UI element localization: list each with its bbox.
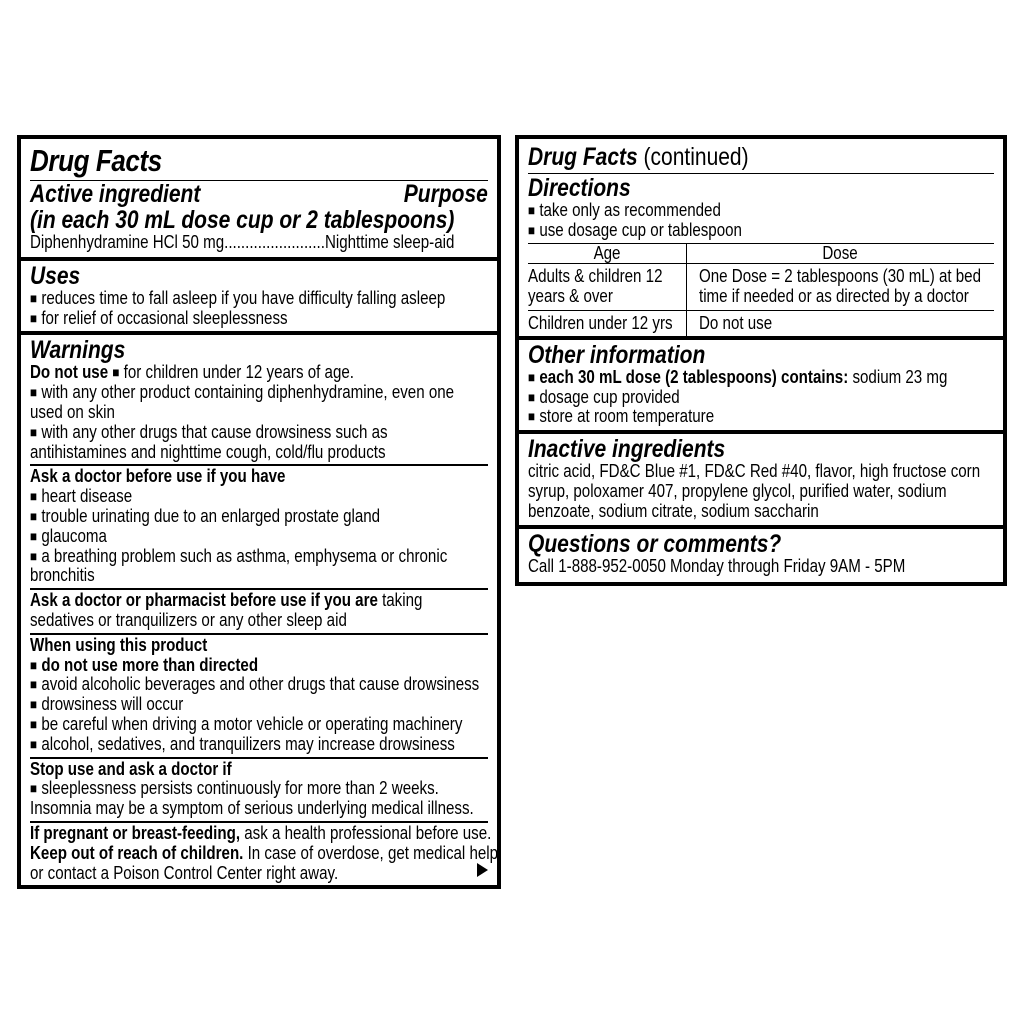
- when-using-item: ■ do not use more than directed: [30, 654, 259, 675]
- ask-doctor-item: ■ trouble urinating due to an enlarged prostate gland: [30, 505, 381, 526]
- dose-column-header: Dose: [822, 242, 859, 263]
- divider: [21, 331, 497, 335]
- directions-section: [528, 175, 919, 241]
- ask-pharmacist-text: sedatives or tranquilizers or any other sleep aid: [30, 609, 347, 630]
- uses-heading: Uses: [30, 261, 81, 290]
- uses-item: ■ reduces time to fall asleep if you have difficulty falling asleep: [30, 287, 446, 308]
- directions-item: ■ use dosage cup or tablespoon: [528, 219, 742, 240]
- square-bullet-icon: ■: [30, 676, 38, 693]
- questions-heading: Questions or comments?: [528, 529, 782, 558]
- questions-phone-text: Call 1-888-952-0050 Monday through Friday 9AM - 5PM: [528, 555, 906, 576]
- square-bullet-icon: ■: [30, 309, 38, 326]
- active-ingredient-section: [30, 181, 488, 253]
- age-cell: Adults & children 12 years & over: [528, 264, 687, 311]
- ask-doctor-item-cont: bronchitis: [30, 565, 95, 586]
- do-not-use-item: ■ with any other product containing diphenhydramine, even one: [30, 382, 455, 403]
- square-bullet-icon: ■: [30, 507, 38, 524]
- age-cell: Children under 12 yrs: [528, 310, 687, 335]
- dosage-row: [528, 264, 994, 311]
- when-using-item: ■ drowsiness will occur: [30, 694, 184, 715]
- square-bullet-icon: ■: [30, 423, 38, 440]
- other-information-section: [528, 340, 948, 427]
- ask-pharmacist-heading: Ask a doctor or pharmacist before use if you are: [30, 590, 378, 611]
- do-not-use-item: for children under 12 years of age.: [123, 362, 354, 383]
- inactive-ingredients-section: [528, 435, 981, 521]
- square-bullet-icon: ■: [30, 780, 38, 797]
- divider: [519, 336, 1003, 340]
- ask-doctor-heading: Ask a doctor before use if you have: [30, 466, 286, 487]
- square-bullet-icon: ■: [30, 715, 38, 732]
- square-bullet-icon: ■: [30, 547, 38, 564]
- age-column-header: Age: [528, 243, 687, 264]
- uses-item: ■ for relief of occasional sleeplessness: [30, 307, 288, 328]
- stop-use-section: [30, 758, 474, 819]
- continue-arrow-icon: [477, 863, 488, 877]
- divider: [519, 430, 1003, 434]
- do-not-use-item-cont: used on skin: [30, 401, 115, 422]
- square-bullet-icon: ■: [30, 527, 38, 544]
- inactive-ingredients-text: benzoate, sodium citrate, sodium saccharin: [528, 500, 819, 521]
- square-bullet-icon: ■: [528, 221, 536, 238]
- dose-cell: One Dose = 2 tablespoons (30 mL) at bed time if needed or as directed by a doctor: [699, 266, 982, 307]
- do-not-use-item-cont: antihistamines and nighttime cough, cold/flu products: [30, 441, 386, 462]
- warnings-section: [30, 336, 455, 462]
- dosage-table: [528, 243, 994, 336]
- square-bullet-icon: ■: [30, 696, 38, 713]
- square-bullet-icon: ■: [528, 368, 536, 385]
- pregnant-label: If pregnant or breast-feeding,: [30, 822, 241, 843]
- inactive-ingredients-text: citric acid, FD&C Blue #1, FD&C Red #40, flavor, high fructose corn: [528, 461, 981, 482]
- when-using-item: ■ alcohol, sedatives, and tranquilizers may increase drowsiness: [30, 733, 455, 754]
- square-bullet-icon: ■: [30, 384, 38, 401]
- active-ingredient-heading: Active ingredient: [30, 180, 201, 208]
- divider: [519, 525, 1003, 529]
- ask-doctor-item: ■ a breathing problem such as asthma, emphysema or chronic: [30, 545, 448, 566]
- other-information-item: ■ dosage cup provided: [528, 386, 680, 407]
- do-not-use-item: ■ with any other drugs that cause drowsiness such as: [30, 421, 388, 442]
- questions-section: [528, 531, 919, 577]
- square-bullet-icon: ■: [112, 364, 120, 381]
- stop-use-item-cont: Insomnia may be a symptom of serious underlying medical illness.: [30, 798, 474, 819]
- ingredient-name: Diphenhydramine HCl 50 mg: [30, 232, 225, 252]
- do-not-use-label: Do not use: [30, 362, 109, 383]
- when-using-item: ■ avoid alcoholic beverages and other drugs that cause drowsiness: [30, 674, 480, 695]
- dose-cell: Do not use: [699, 312, 773, 333]
- stop-use-item: ■ sleeplessness persists continuously for more than 2 weeks.: [30, 778, 439, 799]
- ask-doctor-section: [30, 466, 448, 586]
- when-using-section: [30, 634, 480, 755]
- when-using-heading: When using this product: [30, 634, 208, 655]
- uses-section: [30, 261, 446, 329]
- active-ingredient-subheading: (in each 30 mL dose cup or 2 tablespoons): [30, 206, 455, 234]
- pregnancy-children-section: If pregnant or breast-feeding, ask a health professional before use. Keep out of reach of children. In case of overdose, get medical help or contact a Poison Control Center right away.: [30, 822, 499, 883]
- drug-facts-title: Drug Facts: [30, 143, 162, 178]
- square-bullet-icon: ■: [30, 656, 38, 673]
- directions-heading: Directions: [528, 174, 631, 202]
- drug-facts-panel: [17, 135, 501, 889]
- stop-use-heading: Stop use and ask a doctor if: [30, 758, 232, 779]
- other-information-heading: Other information: [528, 340, 706, 369]
- directions-item: ■ take only as recommended: [528, 200, 721, 220]
- ask-doctor-item: ■ glaucoma: [30, 525, 107, 546]
- square-bullet-icon: ■: [30, 488, 38, 505]
- when-using-item: ■ be careful when driving a motor vehicle or operating machinery: [30, 713, 463, 734]
- dosage-row: [528, 310, 994, 335]
- square-bullet-icon: ■: [528, 388, 536, 405]
- divider: [21, 257, 497, 261]
- ingredient-purpose: Nighttime sleep-aid: [324, 232, 455, 252]
- square-bullet-icon: ■: [528, 202, 536, 218]
- square-bullet-icon: ■: [30, 735, 38, 752]
- leader-dots: ........................: [224, 232, 325, 252]
- square-bullet-icon: ■: [528, 408, 536, 425]
- square-bullet-icon: ■: [30, 289, 38, 306]
- other-information-item: ■ each 30 mL dose (2 tablespoons) contains: sodium 23 mg: [528, 366, 948, 387]
- purpose-heading: Purpose: [403, 180, 488, 208]
- ask-doctor-item: ■ heart disease: [30, 486, 133, 507]
- keep-out-of-reach-label: Keep out of reach of children.: [30, 842, 244, 863]
- inactive-ingredients-text: syrup, poloxamer 407, propylene glycol, purified water, sodium: [528, 480, 947, 501]
- drug-facts-continued-title: Drug Facts (continued): [528, 143, 749, 171]
- children-warning-cont: or contact a Poison Control Center right away.: [30, 862, 339, 883]
- ask-pharmacist-section: Ask a doctor or pharmacist before use if you are taking sedatives or tranquilizers or any other sleep aid: [30, 590, 423, 630]
- drug-facts-continued-panel: [515, 135, 1007, 586]
- warnings-heading: Warnings: [30, 336, 126, 365]
- inactive-ingredients-heading: Inactive ingredients: [528, 435, 726, 464]
- other-information-item: ■ store at room temperature: [528, 406, 715, 427]
